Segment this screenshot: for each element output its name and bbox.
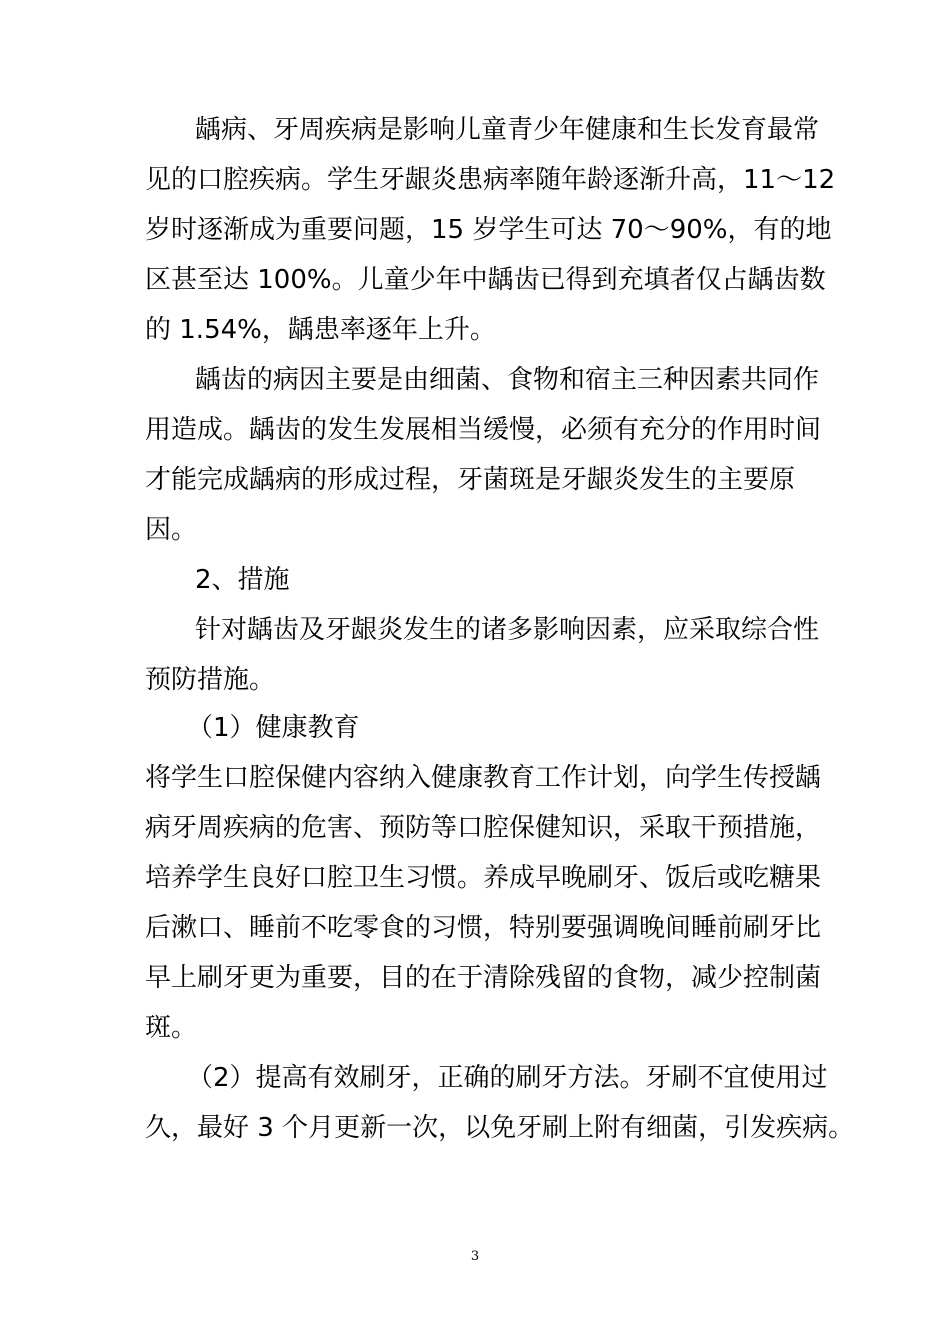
section-heading-measures: 2、措施 <box>195 565 290 595</box>
subheading-health-education: （1）健康教育 <box>187 713 360 743</box>
paragraph-4-line-3: 培养学生良好口腔卫生习惯。养成早晚刷牙、饭后或吃糖果 <box>145 863 822 893</box>
paragraph-1-line-1: 龋病、牙周疾病是影响儿童青少年健康和生长发育最常 <box>195 115 820 145</box>
paragraph-4-line-5: 早上刷牙更为重要，目的在于清除残留的食物，减少控制菌 <box>145 963 822 993</box>
paragraph-4-line-6: 斑。 <box>145 1013 198 1043</box>
paragraph-5-line-2: 久，最好 3 个月更新一次，以免牙刷上附有细菌，引发疾病。 <box>145 1113 855 1143</box>
paragraph-5-line-1: （2）提高有效刷牙，正确的刷牙方法。牙刷不宜使用过 <box>187 1063 828 1093</box>
paragraph-4-line-2: 病牙周疾病的危害、预防等口腔保健知识，采取干预措施， <box>145 813 822 843</box>
paragraph-3-line-1: 针对龋齿及牙龈炎发生的诸多影响因素，应采取综合性 <box>195 615 820 645</box>
page-number: 3 <box>470 1249 480 1264</box>
paragraph-2-line-3: 才能完成龋病的形成过程，牙菌斑是牙龈炎发生的主要原 <box>145 465 796 495</box>
paragraph-2-line-2: 用造成。龋齿的发生发展相当缓慢，必须有充分的作用时间 <box>145 415 822 445</box>
paragraph-1-line-5: 的 1.54%，龋患率逐年上升。 <box>145 315 496 345</box>
paragraph-2-line-4: 因。 <box>145 515 198 545</box>
paragraph-1-line-2: 见的口腔疾病。学生牙龈炎患病率随年龄逐渐升高，11～12 <box>145 165 836 195</box>
paragraph-1-line-4: 区甚至达 100%。儿童少年中龋齿已得到充填者仅占龋齿数 <box>145 265 826 295</box>
paragraph-4-line-1: 将学生口腔保健内容纳入健康教育工作计划，向学生传授龋 <box>145 763 822 793</box>
paragraph-4-line-4: 后漱口、睡前不吃零食的习惯，特别要强调晚间睡前刷牙比 <box>145 913 822 943</box>
paragraph-3-line-2: 预防措施。 <box>145 665 276 695</box>
paragraph-1-line-3: 岁时逐渐成为重要问题，15 岁学生可达 70～90%，有的地 <box>145 215 832 245</box>
paragraph-2-line-1: 龋齿的病因主要是由细菌、食物和宿主三种因素共同作 <box>195 365 820 395</box>
